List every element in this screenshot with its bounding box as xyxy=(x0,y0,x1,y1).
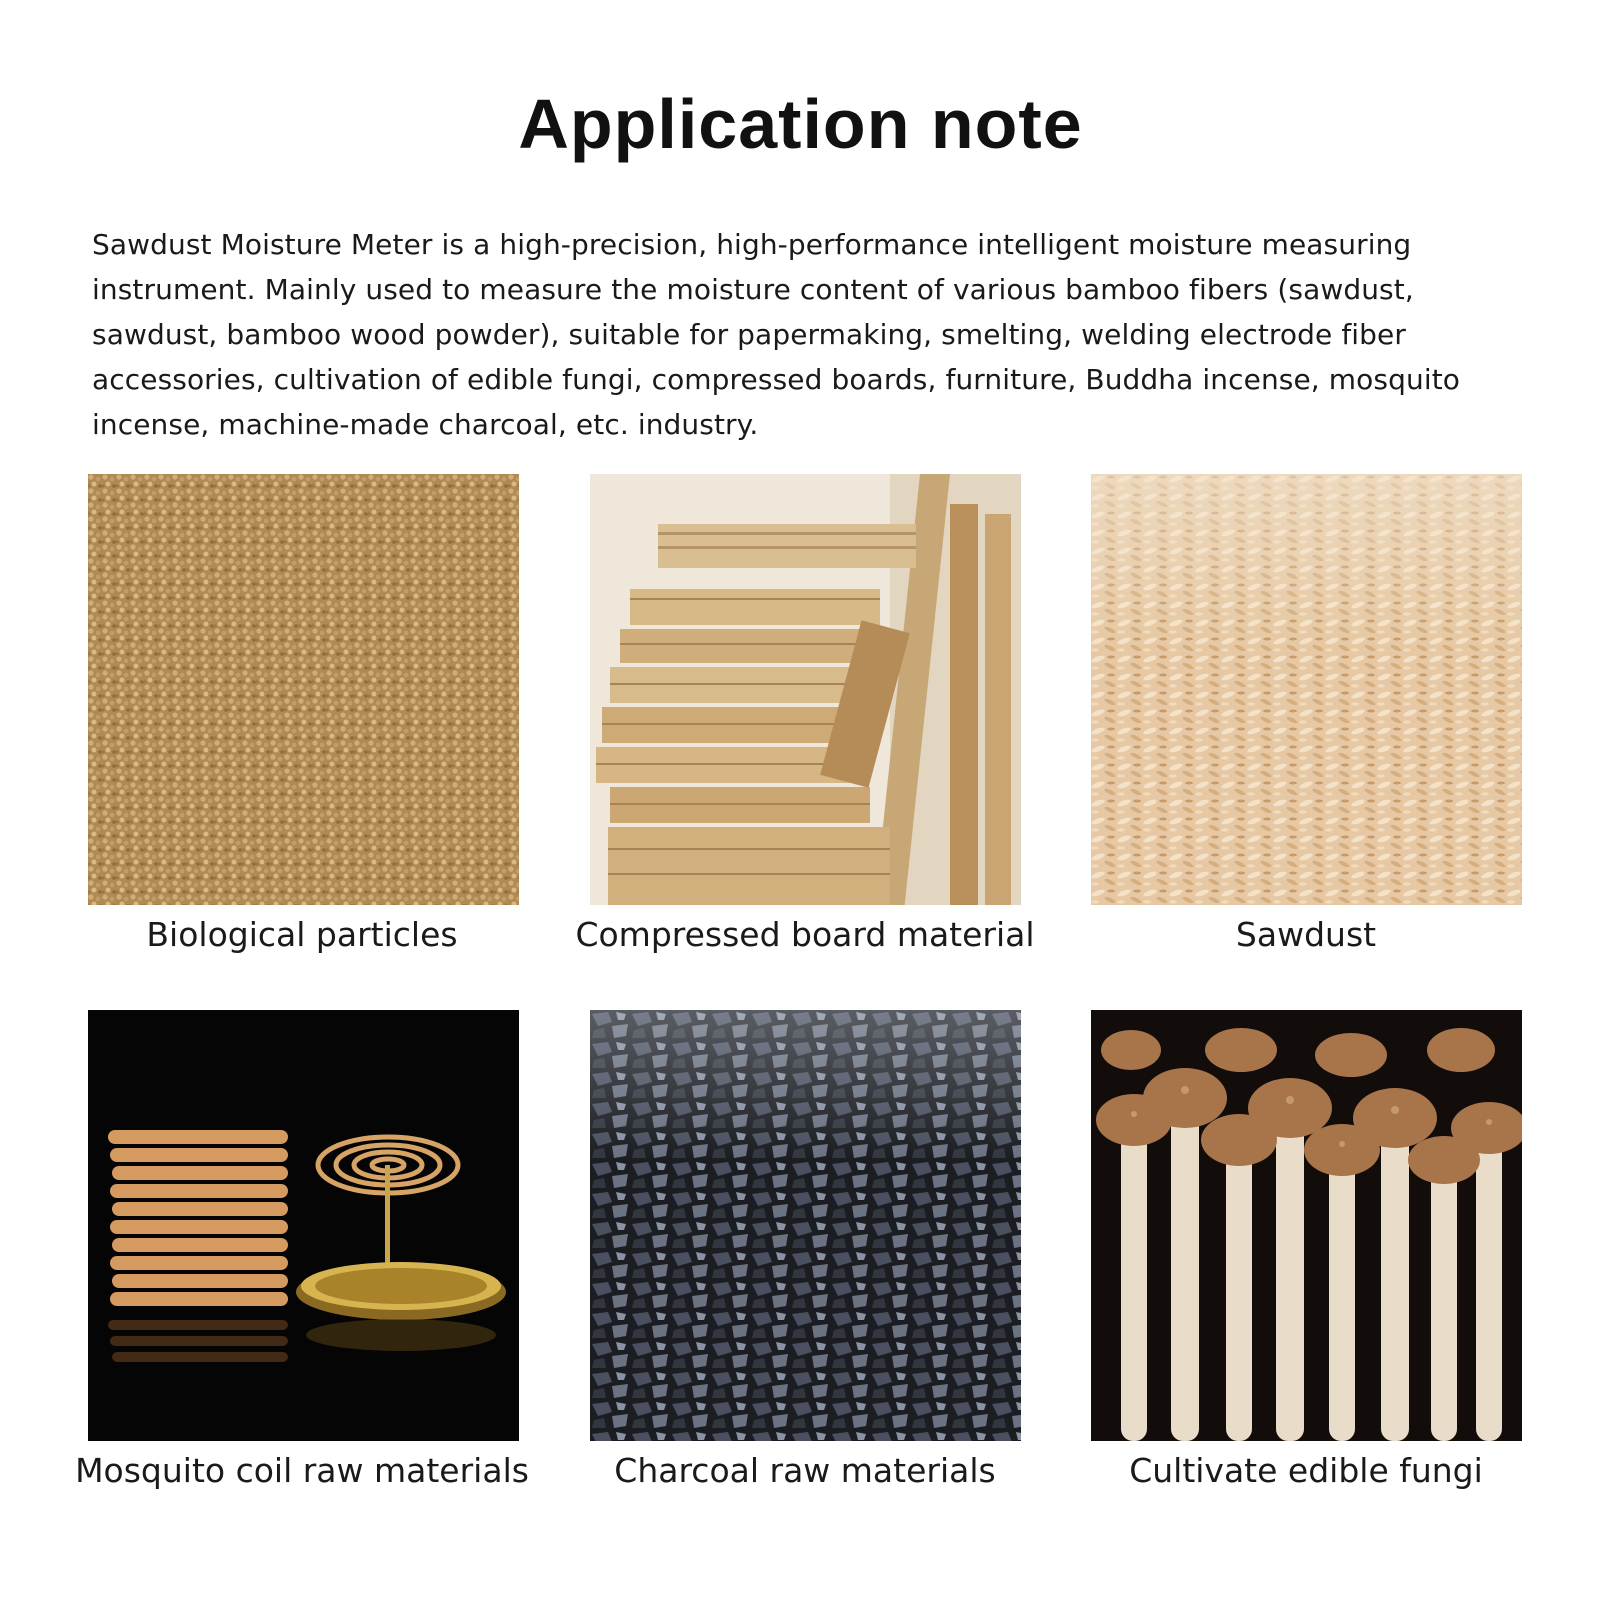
caption-sawdust: Sawdust xyxy=(1235,915,1377,954)
caption-charcoal-raw-materials: Charcoal raw materials xyxy=(614,1451,996,1490)
compressed-board-image xyxy=(590,474,1021,905)
description-paragraph: Sawdust Moisture Meter is a high-precision, high-performance intelligent moisture measuring instrument. Mainly used to measure the moisture content of various bamboo fibers (sawdust, sawdust, bamboo wood powder), suitable for papermaking, smelting, welding electrode fiber accessories, cultivation of edible fungi, compressed boards, furniture, Buddha incense, mosquito incense, machine-made charcoal, etc. industry. xyxy=(92,228,1461,441)
caption-compressed-board-material: Compressed board material xyxy=(575,915,1035,954)
biological-particles-image xyxy=(88,474,519,905)
charcoal-image xyxy=(590,1010,1021,1441)
caption-cultivate-edible-fungi: Cultivate edible fungi xyxy=(1129,1451,1483,1490)
edible-fungi-image xyxy=(1091,1010,1522,1441)
mosquito-coil-image xyxy=(88,1010,519,1441)
caption-mosquito-coil-raw-materials: Mosquito coil raw materials xyxy=(75,1451,529,1490)
sawdust-image xyxy=(1091,474,1522,905)
page-title: Application note xyxy=(518,85,1083,163)
caption-biological-particles: Biological particles xyxy=(146,915,458,954)
